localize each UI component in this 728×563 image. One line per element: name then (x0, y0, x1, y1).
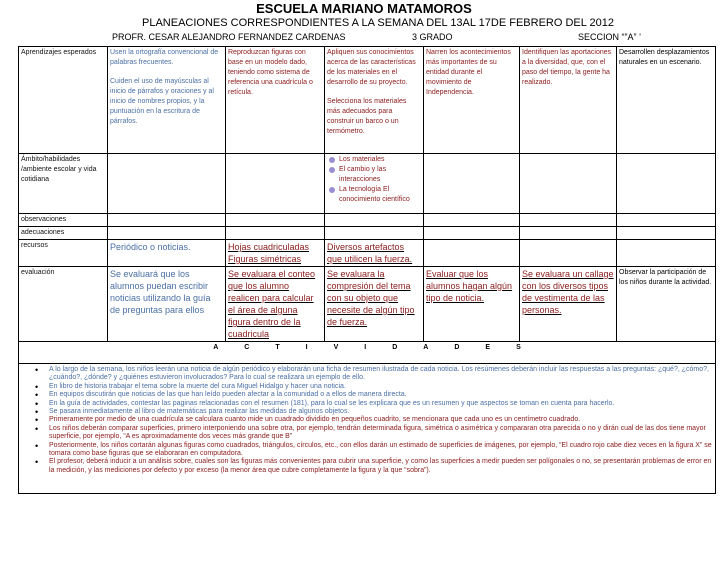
actividad-item: • Los niños deberán comparar superficies, primero interponiendo una sobre otra, por ejemplo, tendrán determinada figura, simétrica o asimétrica y compararan otra parecida o no y dirán cual de las dos tiene mayor superficie, por ejemplo, “A es aproximadamente dos veces más grande que B” (49, 425, 713, 442)
aprendizajes-artistica: Desarrollen desplazamientos naturales en un escenario. (617, 47, 716, 154)
row-observaciones (19, 214, 716, 227)
actividad-item: • El profesor, deberá inducir a un análisis sobre, cuales son las figuras más convenientes para cubrir una superficie, y como las superficies a medir pueden ser polígonales o no, se presentarán problemas de error en la medición, y las mediciones por defecto y por exceso (la menor área que cubre completamente la figura y la que “sobra”). (49, 458, 713, 475)
aprendizajes-label: Aprendizajes esperados (19, 47, 108, 154)
aprendizajes-ciencias-text-2: Selecciona los materiales más adecuados para construir un barco o un termómetro. (327, 98, 407, 135)
aprendizajes-espanol-text-2: Cuiden el uso de mayúsculas al inicio de párrafos y oraciones y al inicio de nombres propios, y la puntuación en la escritura de párrafos. (110, 78, 214, 125)
actividades-letter: I (305, 344, 308, 351)
actividades-letter: C (244, 344, 250, 351)
actividades-title (19, 342, 716, 364)
row-recursos (19, 240, 716, 267)
actividades-letter: V (333, 344, 339, 351)
actividad-item: • En libro de historia trabajar el tema sobre la muerte del cura Miguel Hidalgo y hacer una noticia. (49, 383, 713, 391)
actividad-item: • Primeramente por medio de una cuadrícula se calculara cuanto mide un cuadrado dividido en pequeños cuadrito, se mencionara que cada uno es un centímetro cuadrado. (49, 416, 713, 424)
recursos-matematicas: Hojas cuadriculadas Figuras simétricas (226, 240, 325, 267)
actividades-letter: A (423, 344, 429, 351)
recursos-label: recursos (19, 240, 108, 267)
row-adecuaciones (19, 227, 716, 240)
teacher-name: PROFR. CESAR ALEJANDRO FERNANDEZ CARDENAS (112, 32, 346, 42)
ambito-item: Los materiales (339, 155, 421, 165)
aprendizajes-espanol (108, 47, 226, 154)
adecuaciones-label: adecuaciones (19, 227, 108, 240)
actividades-letter: A (213, 344, 219, 351)
row-evaluacion (19, 267, 716, 342)
actividades-letter: S (516, 344, 521, 351)
actividad-item: • A lo largo de la semana, los niños leerán una noticia de algún periódico y elaborarán una ficha de resumen ilustrada de cada noticia. Los resúmenes deberán incluir las respuestas a las preguntas: ¿qué?, ¿cómo?, ¿cuándo?, ¿dónde? y ¿quiénes estuvieron involucrados? Para lo cual se realizara un ejemplo de ello. (49, 366, 713, 383)
ambito-label: Ámbito/habilidades /ambiente escolar y vida cotidiana (19, 154, 108, 214)
actividades-letter: E (485, 344, 491, 351)
actividades-letter: D (454, 344, 460, 351)
grade-label: 3 GRADO (412, 32, 453, 42)
recursos-espanol: Periódico o noticias. (108, 240, 226, 267)
ambito-ciencias (325, 154, 424, 214)
evaluacion-matematicas: Se evaluara el conteo que los alumno realicen para calcular el área de alguna figura dentro de la cuadricula (226, 267, 325, 342)
aprendizajes-historia: Narren los acontecimientos más importantes de su entidad durante el movimiento de Independencia. (424, 47, 520, 154)
row-actividades-title (19, 342, 716, 364)
evaluacion-espanol: Se evaluará que los alumnos puedan escribir noticias utilizando la guía de preguntas para ellos (108, 267, 226, 342)
evaluacion-historia: Evaluar que los alumnos hagan algún tipo de noticia. (424, 267, 520, 342)
actividades-letter: T (275, 344, 280, 351)
actividades-list (21, 366, 713, 475)
actividades-list-cell (19, 364, 716, 494)
actividades-letter: I (364, 344, 367, 351)
ambito-item: El cambio y las interacciones (339, 165, 421, 185)
section-label: SECCION “”A” ’ (578, 32, 641, 42)
evaluacion-formacion: Se evaluara un callage con los diversos tipos de vestimenta de las personas. (520, 267, 617, 342)
actividad-item: • En la guía de actividades, contestar las paginas relacionadas con el resumen (181), para lo cual se les explicara que es un resumen y que aspectos se toman en cuenta para hacerlo. (49, 400, 713, 408)
aprendizajes-espanol-text: Usen la ortografía convencional de palabras frecuentes. (110, 49, 219, 66)
row-aprendizajes (19, 47, 716, 154)
evaluacion-label: evaluación (19, 267, 108, 342)
actividad-item: • Se pasara inmediatamente al libro de matemáticas para realizar las medidas de algunos objetos. (49, 408, 713, 416)
plan-subtitle: PLANEACIONES CORRESPONDIENTES A LA SEMANA DEL 13AL 17DE FEBRERO DEL 2012 (142, 17, 614, 29)
row-ambito (19, 154, 716, 214)
row-actividades (19, 364, 716, 494)
ambito-item: La tecnología El conocimiento científico (339, 185, 421, 205)
observaciones-label: observaciones (19, 214, 108, 227)
evaluacion-ciencias: Se evaluara la compresión del tema con su objeto que necesite de algún tipo de fuerza. (325, 267, 424, 342)
aprendizajes-matematicas: Reproduzcan figuras con base en un modelo dado, teniendo como sistema de referencia una cuadrícula o retícula. (226, 47, 325, 154)
actividad-item: • En equipos discutirán que noticias de las que han leído pueden afectar a la comunidad o a ellos de manera directa. (49, 391, 713, 399)
recursos-ciencias: Diversos artefactos que utilicen la fuerza. (325, 240, 424, 267)
aprendizajes-ciencias (325, 47, 424, 154)
aprendizajes-ciencias-text: Apliquen sus conocimientos acerca de las características de los materiales en el desarrollo de su proyecto. (327, 49, 416, 86)
planning-table (18, 46, 716, 494)
actividad-item: • Posteriormente, los niños cortarán algunas figuras como cuadrados, triángulos, círculos, etc., con ellos darán un estimado de superficies de imágenes, por ejemplo, “El cuadro rojo cabe diez veces en la figura X” se tomara como base figuras que se elaboraran en computadora. (49, 442, 713, 459)
school-title: ESCUELA MARIANO MATAMOROS (256, 1, 472, 16)
aprendizajes-formacion: Identifiquen las aportaciones a la diversidad, que, con el paso del tiempo, la gente ha realizado. (520, 47, 617, 154)
actividades-letter: D (392, 344, 398, 351)
evaluacion-artistica: Observar la participación de los niños durante la actividad. (617, 267, 716, 342)
